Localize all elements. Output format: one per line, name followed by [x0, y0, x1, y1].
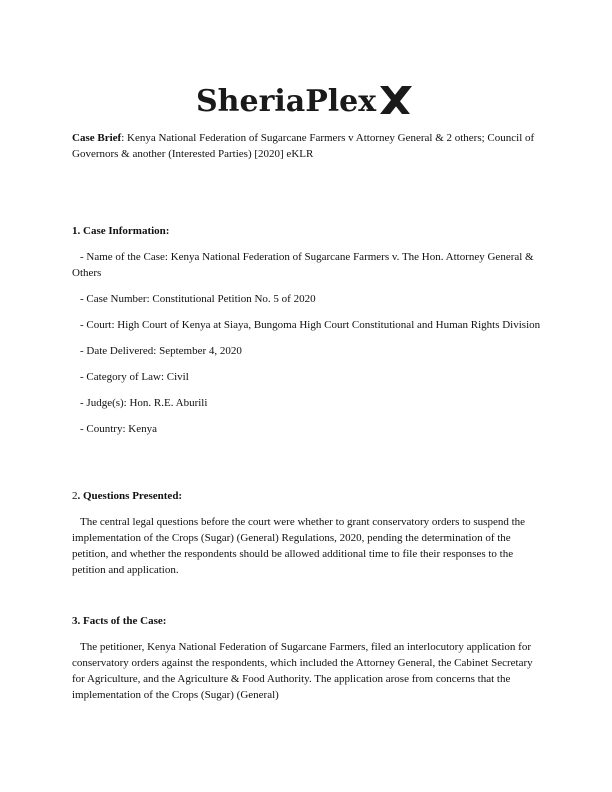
- section-heading: 3. Facts of the Case:: [72, 615, 167, 627]
- section-facts: [72, 613, 542, 703]
- section-title: . Questions Presented:: [77, 490, 183, 502]
- case-name-item: - Name of the Case: Kenya National Federation of Sugarcane Farmers v. The Hon. Attorney General & Others: [72, 251, 534, 279]
- case-brief-text: : Kenya National Federation of Sugarcane Farmers v Attorney General & 2 others; Council of Governors & another (Interested Parties) [2020] eKLR: [72, 132, 535, 160]
- case-brief-label: Case Brief: [72, 132, 122, 144]
- case-number-item: - Case Number: Constitutional Petition No. 5 of 2020: [80, 293, 316, 305]
- logo-x-mark: [380, 86, 412, 114]
- sheriaplex-logo: [196, 80, 416, 120]
- section-heading: 1. Case Information:: [72, 225, 170, 237]
- court-item: - Court: High Court of Kenya at Siaya, Bungoma High Court Constitutional and Human Rights Division: [80, 319, 541, 331]
- section-heading: [72, 488, 542, 504]
- judges-item: - Judge(s): Hon. R.E. Aburili: [80, 397, 208, 409]
- category-item: - Category of Law: Civil: [80, 371, 189, 383]
- logo-text: SheriaPlex: [196, 84, 377, 119]
- date-delivered-item: - Date Delivered: September 4, 2020: [80, 345, 242, 357]
- facts-paragraph: The petitioner, Kenya National Federation of Sugarcane Farmers, filed an interlocutory application for conservatory orders against the respondents, which included the Attorney General, the Cabinet Secretary for Agriculture, and the Agriculture & Food Authority. The application arose from concerns that the implementation of the Crops (Sugar) (General): [72, 641, 533, 701]
- section-questions-presented: [72, 488, 542, 578]
- section-number: 2: [72, 490, 78, 502]
- case-brief: [72, 130, 542, 162]
- country-item: - Country: Kenya: [80, 423, 157, 435]
- section-case-information: [72, 223, 542, 437]
- questions-paragraph: The central legal questions before the court were whether to grant conservatory orders to suspend the implementation of the Crops (Sugar) (General) Regulations, 2020, pending the determination of the petition, and whether the respondents should be allowed additional time to file their responses to the petition and application.: [72, 516, 526, 576]
